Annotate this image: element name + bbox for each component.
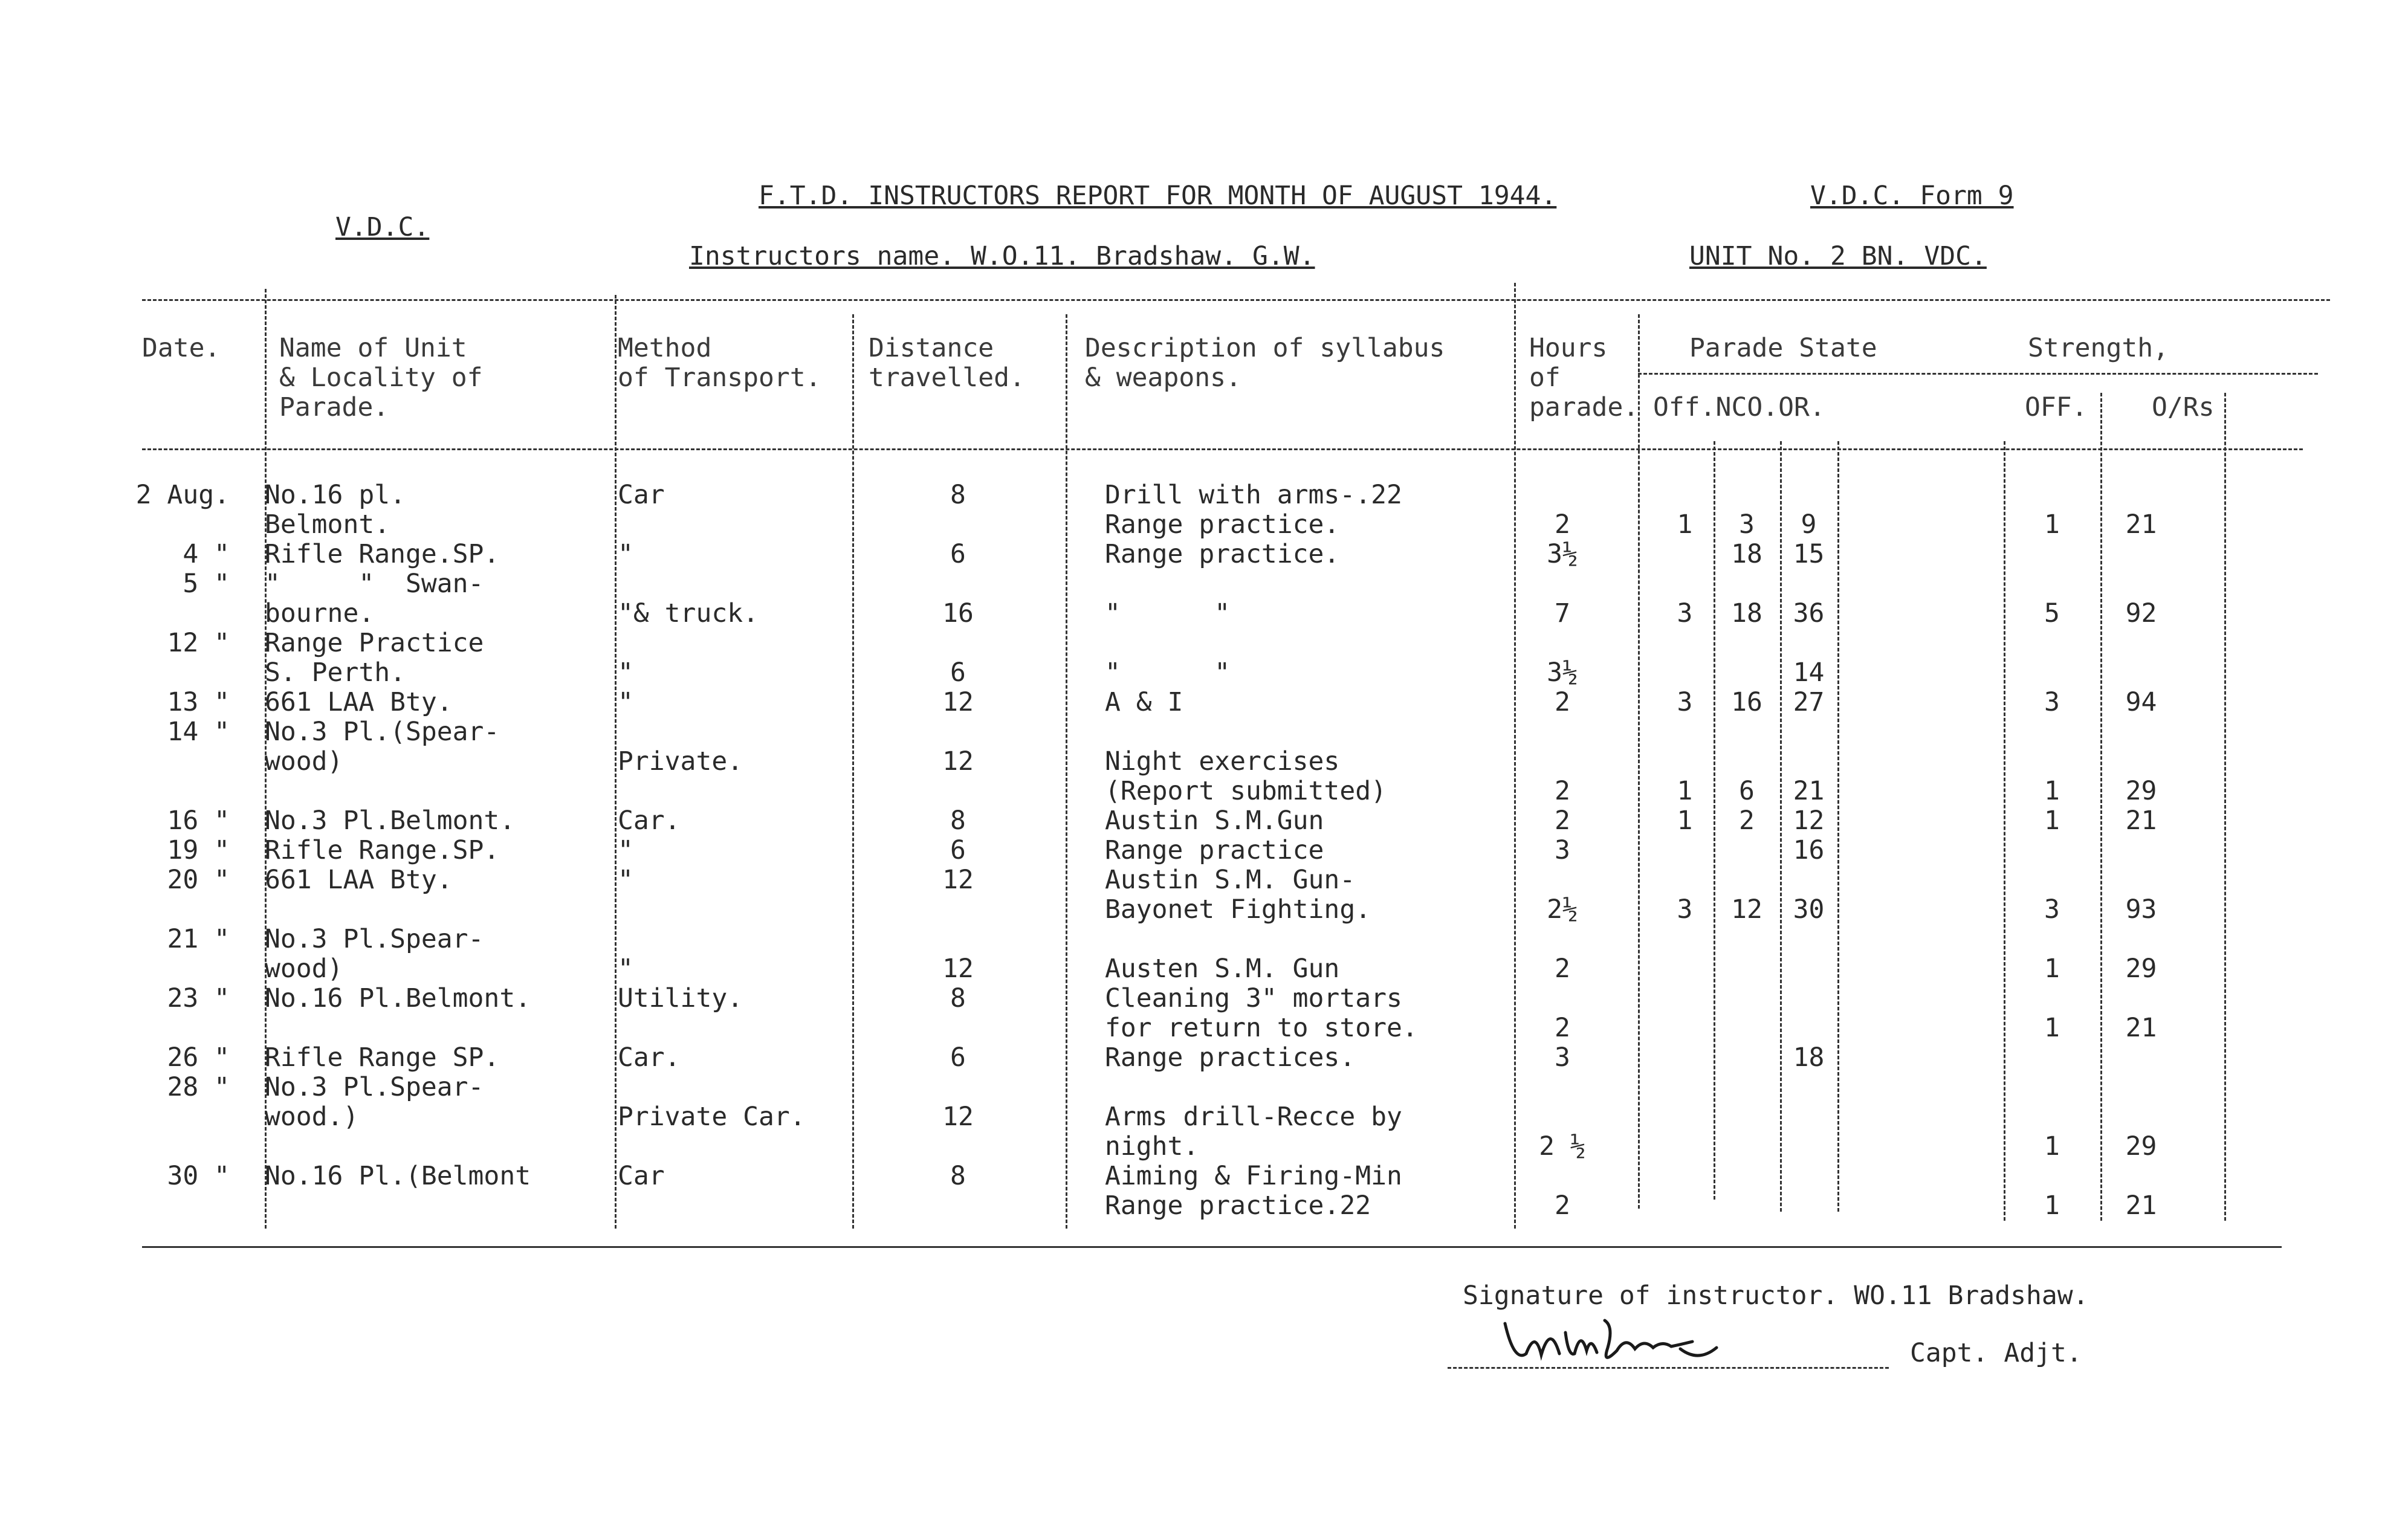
cell-or: 14: [1793, 658, 1825, 688]
header-distance-2: travelled.: [869, 363, 1025, 393]
cell-hours: 7: [1555, 598, 1570, 628]
cell-distance: 8: [950, 1161, 966, 1191]
cell-s-ors: 94: [2125, 687, 2157, 717]
cell-desc: Range practice.22: [1105, 1191, 1371, 1221]
cell-s-off: 1: [2044, 776, 2060, 806]
vdc-left-label: V.D.C.: [335, 212, 430, 242]
cell-desc: Austen S.M. Gun: [1105, 954, 1340, 984]
cell-unit: wood): [265, 746, 343, 777]
cell-distance: 6: [950, 1042, 966, 1073]
cell-date: 23 ": [167, 983, 230, 1013]
table-top-rule: [142, 299, 2330, 301]
cell-unit: Rifle Range.SP.: [265, 539, 500, 569]
cell-s-off: 1: [2044, 1013, 2060, 1043]
cell-distance: 8: [950, 983, 966, 1013]
cell-transport: Car: [618, 1161, 665, 1191]
header-bottom-rule: [142, 448, 2303, 450]
cell-hours: 2: [1555, 1191, 1570, 1221]
form-number: V.D.C. Form 9: [1810, 181, 2014, 211]
cell-desc: Range practice.: [1105, 539, 1340, 569]
cell-date: 26 ": [167, 1042, 230, 1073]
cell-s-off: 1: [2044, 1191, 2060, 1221]
cell-s-ors: 29: [2125, 954, 2157, 984]
cell-unit: No.16 pl.: [265, 480, 406, 510]
header-parade-sub: Off.NCO.OR.: [1653, 392, 1825, 422]
cell-transport: ": [618, 954, 633, 984]
cell-distance: 6: [950, 539, 966, 569]
cell-desc: Bayonet Fighting.: [1105, 894, 1371, 925]
cell-s-ors: 29: [2125, 776, 2157, 806]
cell-off: 3: [1677, 598, 1693, 628]
cell-unit: No.3 Pl.Spear-: [265, 924, 484, 954]
cell-unit: No.3 Pl.(Spear-: [265, 717, 500, 747]
cell-hours: 2: [1555, 509, 1570, 540]
cell-unit: 661 LAA Bty.: [265, 687, 453, 717]
cell-s-ors: 21: [2125, 806, 2157, 836]
cell-s-ors: 29: [2125, 1131, 2157, 1162]
cell-hours: 3½: [1547, 539, 1578, 569]
cell-desc: Night exercises: [1105, 746, 1340, 777]
cell-hours: 2 ½: [1539, 1131, 1586, 1162]
cell-date: 20 ": [167, 865, 230, 895]
cell-desc: Austin S.M.Gun: [1105, 806, 1324, 836]
column-divider: [2224, 393, 2226, 1221]
cell-s-ors: 21: [2125, 509, 2157, 540]
cell-s-ors: 93: [2125, 894, 2157, 925]
cell-s-off: 1: [2044, 1131, 2060, 1162]
cell-off: 3: [1677, 894, 1693, 925]
cell-unit: No.16 Pl.(Belmont: [265, 1161, 531, 1191]
header-description-2: & weapons.: [1085, 363, 1241, 393]
cell-hours: 3: [1555, 835, 1570, 865]
cell-desc: Arms drill-Recce by: [1105, 1102, 1402, 1132]
signature-line: Signature of instructor. WO.11 Bradshaw.: [1463, 1281, 2089, 1311]
cell-hours: 2: [1555, 954, 1570, 984]
signature-rule: [1448, 1367, 1889, 1369]
cell-desc: night.: [1105, 1131, 1199, 1162]
cell-unit: Rifle Range SP.: [265, 1042, 500, 1073]
cell-unit: No.3 Pl.Belmont.: [265, 806, 516, 836]
cell-transport: Car: [618, 480, 665, 510]
cell-date: 21 ": [167, 924, 230, 954]
table-bottom-rule: [142, 1246, 2282, 1248]
cell-desc: Cleaning 3" mortars: [1105, 983, 1402, 1013]
cell-s-off: 1: [2044, 954, 2060, 984]
cell-desc: Austin S.M. Gun-: [1105, 865, 1356, 895]
column-divider: [1514, 283, 1516, 1229]
cell-desc: " ": [1105, 598, 1231, 628]
cell-transport: ": [618, 687, 633, 717]
cell-distance: 12: [942, 746, 974, 777]
unit-number: UNIT No. 2 BN. VDC.: [1689, 241, 1987, 271]
cell-distance: 8: [950, 480, 966, 510]
cell-transport: Car.: [618, 1042, 681, 1073]
cell-hours: 2: [1555, 1013, 1570, 1043]
cell-nco: 6: [1739, 776, 1755, 806]
cell-date: 14 ": [167, 717, 230, 747]
cell-or: 16: [1793, 835, 1825, 865]
cell-distance: 12: [942, 687, 974, 717]
header-hours-3: parade.: [1529, 392, 1639, 422]
header-parade-state: Parade State: [1689, 333, 1877, 363]
cell-desc: (Report submitted): [1105, 776, 1387, 806]
cell-nco: 3: [1739, 509, 1755, 540]
cell-desc: Drill with arms-.22: [1105, 480, 1402, 510]
cell-transport: Car.: [618, 806, 681, 836]
cell-transport: ": [618, 865, 633, 895]
cell-s-off: 1: [2044, 806, 2060, 836]
cell-desc: for return to store.: [1105, 1013, 1418, 1043]
cell-nco: 16: [1731, 687, 1762, 717]
column-divider: [1837, 441, 1839, 1212]
cell-transport: ": [618, 539, 633, 569]
cell-date: 30 ": [167, 1161, 230, 1191]
cell-transport: ": [618, 658, 633, 688]
cell-or: 27: [1793, 687, 1825, 717]
cell-date: 28 ": [167, 1072, 230, 1102]
cell-transport: "& truck.: [618, 598, 759, 628]
cell-or: 9: [1801, 509, 1817, 540]
cell-or: 21: [1793, 776, 1825, 806]
header-distance-1: Distance: [869, 333, 994, 363]
column-divider: [615, 295, 617, 1229]
cell-unit: bourne.: [265, 598, 375, 628]
header-strength-ors: O/Rs: [2152, 392, 2215, 422]
header-unit-3: Parade.: [279, 392, 389, 422]
header-unit-1: Name of Unit: [279, 333, 467, 363]
cell-date: 12 ": [167, 628, 230, 658]
cell-desc: Aiming & Firing-Min: [1105, 1161, 1402, 1191]
cell-unit: " " Swan-: [265, 569, 484, 599]
header-hours-1: Hours: [1529, 333, 1608, 363]
cell-desc: Range practice: [1105, 835, 1324, 865]
cell-unit: wood): [265, 954, 343, 984]
cell-nco: 18: [1731, 539, 1762, 569]
column-divider: [1066, 314, 1067, 1229]
cell-date: 2 Aug.: [135, 480, 230, 510]
cell-desc: " ": [1105, 658, 1231, 688]
header-transport-2: of Transport.: [618, 363, 821, 393]
cell-date: 19 ": [167, 835, 230, 865]
cell-distance: 16: [942, 598, 974, 628]
cell-date: 4 ": [183, 539, 230, 569]
cell-transport: Utility.: [618, 983, 743, 1013]
cell-distance: 12: [942, 1102, 974, 1132]
cell-hours: 3½: [1547, 658, 1578, 688]
header-strength-off: OFF.: [2025, 392, 2088, 422]
cell-off: 1: [1677, 806, 1693, 836]
cell-date: 5 ": [183, 569, 230, 599]
cell-unit: 661 LAA Bty.: [265, 865, 453, 895]
report-title: F.T.D. INSTRUCTORS REPORT FOR MONTH OF AUGUST 1944.: [759, 181, 1557, 211]
cell-distance: 6: [950, 658, 966, 688]
cell-date: 13 ": [167, 687, 230, 717]
cell-nco: 12: [1731, 894, 1762, 925]
cell-distance: 12: [942, 954, 974, 984]
header-date: Date.: [142, 333, 221, 363]
cell-unit: S. Perth.: [265, 658, 406, 688]
header-unit-2: & Locality of: [279, 363, 483, 393]
cell-s-off: 1: [2044, 509, 2060, 540]
header-strength: Strength,: [2028, 333, 2169, 363]
header-description-1: Description of syllabus: [1085, 333, 1445, 363]
cell-off: 3: [1677, 687, 1693, 717]
cell-desc: A & I: [1105, 687, 1183, 717]
cell-transport: Private Car.: [618, 1102, 806, 1132]
cell-distance: 6: [950, 835, 966, 865]
cell-off: 1: [1677, 509, 1693, 540]
cell-hours: 2½: [1547, 894, 1578, 925]
cell-unit: No.16 Pl.Belmont.: [265, 983, 531, 1013]
header-transport-1: Method: [618, 333, 712, 363]
cell-s-off: 5: [2044, 598, 2060, 628]
cell-s-off: 3: [2044, 894, 2060, 925]
cell-unit: Range Practice: [265, 628, 484, 658]
cell-nco: 18: [1731, 598, 1762, 628]
header-hours-2: of: [1529, 363, 1561, 393]
cell-hours: 3: [1555, 1042, 1570, 1073]
cell-or: 36: [1793, 598, 1825, 628]
cell-unit: No.3 Pl.Spear-: [265, 1072, 484, 1102]
signature-title: Capt. Adjt.: [1910, 1338, 2082, 1368]
cell-unit: Rifle Range.SP.: [265, 835, 500, 865]
cell-s-off: 3: [2044, 687, 2060, 717]
cell-or: 12: [1793, 806, 1825, 836]
cell-or: 15: [1793, 539, 1825, 569]
cell-transport: Private.: [618, 746, 743, 777]
cell-off: 1: [1677, 776, 1693, 806]
column-divider: [1638, 314, 1640, 1209]
cell-nco: 2: [1739, 806, 1755, 836]
cell-or: 30: [1793, 894, 1825, 925]
cell-hours: 2: [1555, 806, 1570, 836]
cell-s-ors: 92: [2125, 598, 2157, 628]
cell-unit: wood.): [265, 1102, 359, 1132]
cell-or: 18: [1793, 1042, 1825, 1073]
instructor-name: Instructors name. W.O.11. Bradshaw. G.W.: [689, 241, 1315, 271]
cell-date: 16 ": [167, 806, 230, 836]
cell-hours: 2: [1555, 687, 1570, 717]
cell-distance: 12: [942, 865, 974, 895]
cell-desc: Range practices.: [1105, 1042, 1356, 1073]
cell-s-ors: 21: [2125, 1013, 2157, 1043]
cell-unit: Belmont.: [265, 509, 390, 540]
cell-s-ors: 21: [2125, 1191, 2157, 1221]
parade-state-rule: [1638, 373, 2318, 375]
cell-desc: Range practice.: [1105, 509, 1340, 540]
cell-distance: 8: [950, 806, 966, 836]
cell-hours: 2: [1555, 776, 1570, 806]
cell-transport: ": [618, 835, 633, 865]
